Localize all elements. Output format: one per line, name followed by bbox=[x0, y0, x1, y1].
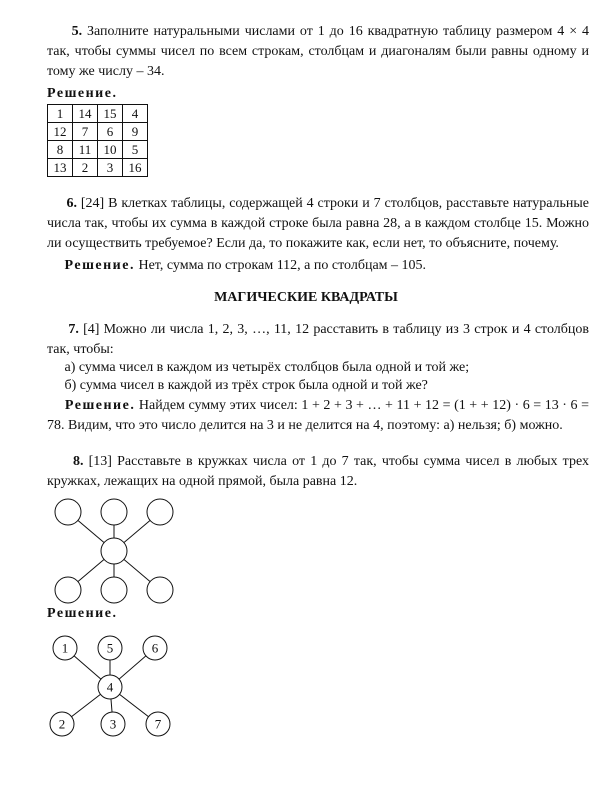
problem-7-solution bbox=[47, 396, 589, 436]
table-cell: 1 bbox=[48, 105, 73, 123]
problem-6-solution-text: Нет, сумма по строкам 112, а по столбцам – 105. bbox=[134, 258, 427, 273]
problem-8 bbox=[47, 452, 589, 492]
circle-label: 1 bbox=[61, 640, 69, 656]
table-row bbox=[48, 159, 148, 177]
problem-7-item-a: а) сумма чисел в каждом из четырёх столбцов была одной и той же; bbox=[64, 360, 470, 375]
table-cell: 4 bbox=[123, 105, 148, 123]
magic-square-table bbox=[47, 104, 148, 177]
circle-label: 6 bbox=[151, 640, 159, 656]
circle-label: 4 bbox=[106, 679, 114, 695]
empty-circle bbox=[147, 577, 173, 603]
problem-5-text: Заполните натуральными числами от 1 до 16 квадратную таблицу размером 4 × 4 так, чтобы суммы чисел по всем строкам, столбцам и диагоналям были равны одному и тому же числу – 34. bbox=[47, 24, 590, 79]
table-cell: 12 bbox=[48, 123, 73, 141]
table-cell: 13 bbox=[48, 159, 73, 177]
empty-circle bbox=[55, 577, 81, 603]
problem-6-text: [24] В клетках таблицы, содержащей 4 строки и 7 столбцов, расставьте натуральные числа так, чтобы их сумма в каждой строке была равна 28, а в каждом столбце 15. Можно ли осуществить требуемое? Если да, то покажите как, если нет, то объясните, почему. bbox=[47, 196, 590, 251]
empty-circle bbox=[101, 538, 127, 564]
problem-8-solution-label: Решение. bbox=[47, 606, 118, 621]
table-row bbox=[48, 105, 148, 123]
problem-7-solution-text: Найдем сумму этих чисел: 1 + 2 + 3 + … + 11 + 12 = (1 + + 12) · 6 = 13 · 6 = 78. Видим, что это число делится на 3 и не делится на 4, поэтому: а) нельзя; б) можно. bbox=[47, 398, 590, 433]
problem-7-number: 7. bbox=[68, 322, 79, 337]
table-cell: 16 bbox=[123, 159, 148, 177]
empty-circle bbox=[101, 499, 127, 525]
circle-label: 7 bbox=[154, 716, 162, 732]
empty-circle bbox=[147, 499, 173, 525]
empty-circle-diagram bbox=[40, 490, 200, 600]
problem-7-solution-label: Решение. bbox=[64, 398, 136, 413]
problem-7-item-b: б) сумма чисел в каждой из трёх строк была одной и той же? bbox=[64, 378, 428, 393]
problem-6-solution bbox=[47, 256, 589, 276]
problem-6-solution-label: Решение. bbox=[64, 258, 135, 273]
empty-circle bbox=[55, 499, 81, 525]
problem-5 bbox=[47, 22, 589, 82]
problem-8-number: 8. bbox=[72, 454, 84, 469]
problem-6 bbox=[47, 194, 589, 254]
table-row bbox=[48, 123, 148, 141]
table-cell: 15 bbox=[98, 105, 123, 123]
table-cell: 8 bbox=[48, 141, 73, 159]
table-cell: 3 bbox=[98, 159, 123, 177]
table-cell: 9 bbox=[123, 123, 148, 141]
solved-circle-diagram bbox=[40, 630, 200, 740]
problem-7-text: [4] Можно ли числа 1, 2, 3, …, 11, 12 расставить в таблицу из 3 строк и 4 столбцов так, чтобы: bbox=[47, 322, 590, 357]
table-cell: 2 bbox=[73, 159, 98, 177]
table-cell: 6 bbox=[98, 123, 123, 141]
problem-6-number: 6. bbox=[66, 196, 77, 211]
empty-circle bbox=[101, 577, 127, 603]
problem-8-text: [13] Расставьте в кружках числа от 1 до 7 так, чтобы сумма чисел в любых трех кружках, лежащих на одной прямой, была равна 12. bbox=[47, 454, 589, 489]
table-cell: 14 bbox=[73, 105, 98, 123]
table-cell: 10 bbox=[98, 141, 123, 159]
problem-5-solution-label: Решение. bbox=[47, 86, 118, 101]
circle-label: 2 bbox=[58, 716, 66, 732]
table-cell: 5 bbox=[123, 141, 148, 159]
circle-label: 3 bbox=[109, 716, 117, 732]
table-cell: 7 bbox=[73, 123, 98, 141]
table-row bbox=[48, 141, 148, 159]
section-heading: МАГИЧЕСКИЕ КВАДРАТЫ bbox=[214, 290, 398, 305]
circle-label: 5 bbox=[106, 640, 114, 656]
problem-7 bbox=[47, 320, 589, 360]
table-cell: 11 bbox=[73, 141, 98, 159]
problem-5-number: 5. bbox=[71, 24, 83, 39]
